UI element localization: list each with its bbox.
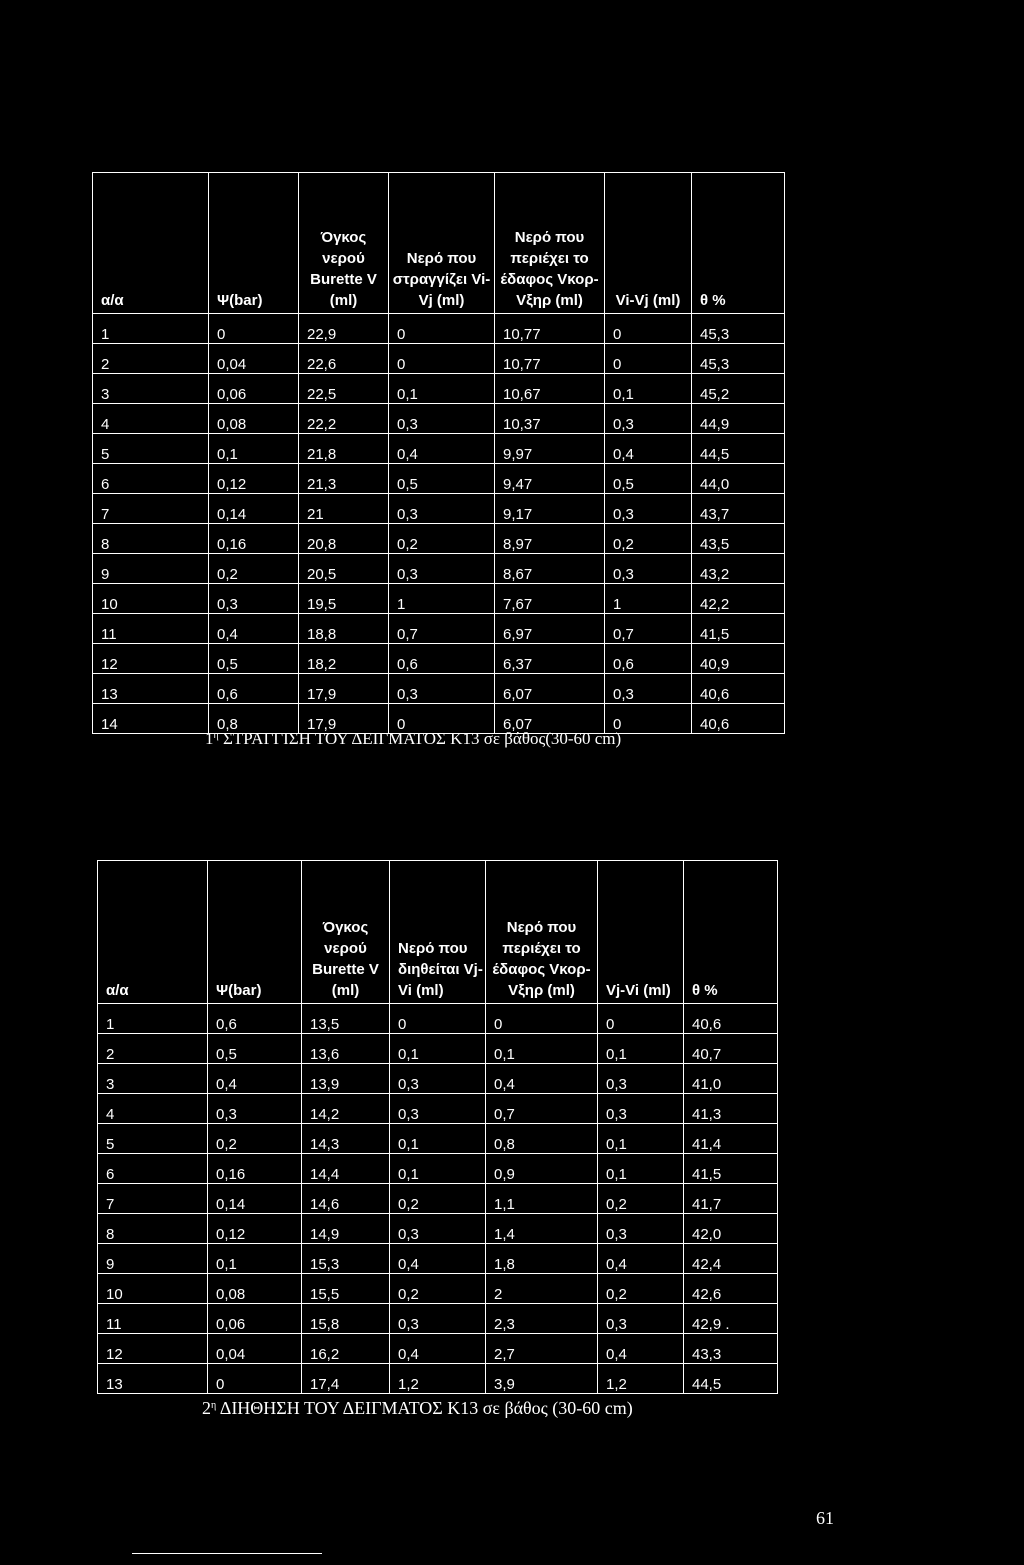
table-cell: 18,2: [299, 644, 389, 674]
table-cell: 15,8: [302, 1304, 390, 1334]
table-cell: 5: [93, 434, 209, 464]
table-cell: 0,16: [209, 524, 299, 554]
table-cell: 0,14: [208, 1184, 302, 1214]
table-cell: 0,7: [486, 1094, 598, 1124]
table-cell: 0,2: [209, 554, 299, 584]
table-cell: 17,9: [299, 704, 389, 734]
table-header-row: [93, 173, 785, 314]
table-cell: 40,7: [684, 1034, 778, 1064]
caption-ordinal: η: [211, 1400, 217, 1411]
table-row: [93, 314, 785, 344]
table-cell: 0,3: [389, 554, 495, 584]
table-cell: 4: [93, 404, 209, 434]
table-cell: 0: [605, 704, 692, 734]
table-cell: 0,3: [605, 674, 692, 704]
header-theta: θ %: [692, 173, 785, 314]
table-cell: 44,5: [684, 1364, 778, 1394]
table-cell: 0,1: [605, 374, 692, 404]
table-cell: 15,5: [302, 1274, 390, 1304]
table-cell: 10: [93, 584, 209, 614]
table-cell: 9,47: [495, 464, 605, 494]
table-cell: 0,4: [390, 1334, 486, 1364]
table-cell: 14,6: [302, 1184, 390, 1214]
table-cell: 6,37: [495, 644, 605, 674]
table-cell: 21,3: [299, 464, 389, 494]
table-cell: 42,4: [684, 1244, 778, 1274]
table-cell: 9: [93, 554, 209, 584]
table-row: [98, 1154, 778, 1184]
table-cell: 0,2: [390, 1274, 486, 1304]
table-cell: 0,5: [208, 1034, 302, 1064]
table-cell: 43,7: [692, 494, 785, 524]
table-cell: 14,4: [302, 1154, 390, 1184]
table-cell: 0,2: [605, 524, 692, 554]
header-theta: θ %: [684, 861, 778, 1004]
header-suction: Ψ(bar): [208, 861, 302, 1004]
table-cell: 2,3: [486, 1304, 598, 1334]
table-cell: 1: [98, 1004, 208, 1034]
table-cell: 1,2: [390, 1364, 486, 1394]
table-cell: 0,3: [390, 1064, 486, 1094]
table-cell: 16,2: [302, 1334, 390, 1364]
table-cell: 0,8: [486, 1124, 598, 1154]
table-cell: 14: [93, 704, 209, 734]
header-drained-water: Νερό που στραγγίζει Vi-Vj (ml): [389, 173, 495, 314]
table-cell: 0,1: [389, 374, 495, 404]
table-cell: 0,8: [209, 704, 299, 734]
table-cell: 0,4: [598, 1244, 684, 1274]
table-cell: 6,07: [495, 674, 605, 704]
table-cell: 14,3: [302, 1124, 390, 1154]
table-cell: 42,2: [692, 584, 785, 614]
table-cell: 0,06: [209, 374, 299, 404]
table-cell: 0,3: [605, 494, 692, 524]
header-infiltrated-water: Νερό που διηθείται Vj-Vi (ml): [390, 861, 486, 1004]
table-cell: 7: [98, 1184, 208, 1214]
table-cell: 0: [390, 1004, 486, 1034]
table-cell: 21: [299, 494, 389, 524]
table-cell: 21,8: [299, 434, 389, 464]
table-cell: 13,5: [302, 1004, 390, 1034]
table-cell: 2: [98, 1034, 208, 1064]
table-cell: 0: [486, 1004, 598, 1034]
table-cell: 13: [93, 674, 209, 704]
table-cell: 0,3: [389, 404, 495, 434]
infiltration-table-body: [98, 1004, 778, 1394]
table-row: [98, 1244, 778, 1274]
table-cell: 0,3: [209, 584, 299, 614]
table-cell: 10,67: [495, 374, 605, 404]
table-cell: 0: [605, 314, 692, 344]
table-cell: 0,3: [208, 1094, 302, 1124]
table-row: [98, 1214, 778, 1244]
table-header-row: [98, 861, 778, 1004]
table-cell: 9,97: [495, 434, 605, 464]
table-row: [93, 674, 785, 704]
header-burette-volume: Όγκος νερού Burette V (ml): [299, 173, 389, 314]
table-cell: 0,4: [605, 434, 692, 464]
table-cell: 18,8: [299, 614, 389, 644]
table-row: [93, 614, 785, 644]
drainage-table-body: [93, 314, 785, 734]
table-row: [93, 344, 785, 374]
drainage-table: [92, 172, 785, 734]
table-cell: 0,7: [605, 614, 692, 644]
table-cell: 1,8: [486, 1244, 598, 1274]
caption-number: 2: [202, 1398, 211, 1418]
table-cell: 20,5: [299, 554, 389, 584]
table-cell: 0,3: [605, 404, 692, 434]
table-cell: 8,97: [495, 524, 605, 554]
table-cell: 45,3: [692, 314, 785, 344]
table-cell: 0,3: [598, 1064, 684, 1094]
table-row: [93, 584, 785, 614]
table-cell: 9: [98, 1244, 208, 1274]
table-cell: 0,12: [208, 1214, 302, 1244]
table-cell: 0,04: [208, 1334, 302, 1364]
table-cell: 15,3: [302, 1244, 390, 1274]
table-cell: 0,2: [208, 1124, 302, 1154]
table-cell: 8,67: [495, 554, 605, 584]
table-cell: 41,0: [684, 1064, 778, 1094]
table-cell: 44,0: [692, 464, 785, 494]
table-cell: 0,2: [598, 1184, 684, 1214]
table-cell: 13,6: [302, 1034, 390, 1064]
table-cell: 0,08: [209, 404, 299, 434]
table-cell: 0,4: [389, 434, 495, 464]
table-row: [93, 374, 785, 404]
table-cell: 0,1: [390, 1124, 486, 1154]
table-cell: 17,4: [302, 1364, 390, 1394]
table-cell: 40,6: [692, 674, 785, 704]
table-cell: 11: [93, 614, 209, 644]
table-row: [93, 464, 785, 494]
table-cell: 40,6: [684, 1004, 778, 1034]
table-cell: 0,3: [605, 554, 692, 584]
table-cell: 1,2: [598, 1364, 684, 1394]
table-cell: 40,6: [692, 704, 785, 734]
header-soil-water: Νερό που περιέχει το έδαφος Vκορ-Vξηρ (ml): [495, 173, 605, 314]
table-cell: 42,6: [684, 1274, 778, 1304]
table-row: [93, 434, 785, 464]
table-row: [98, 1004, 778, 1034]
table-cell: 0,4: [390, 1244, 486, 1274]
header-soil-water: Νερό που περιέχει το έδαφος Vκορ-Vξηρ (ml): [486, 861, 598, 1004]
footer-rule: [132, 1553, 322, 1554]
drainage-table-caption: [205, 729, 621, 749]
header-suction: Ψ(bar): [209, 173, 299, 314]
table-cell: 9,17: [495, 494, 605, 524]
table-cell: 2: [486, 1274, 598, 1304]
table-cell: 43,3: [684, 1334, 778, 1364]
table-row: [93, 644, 785, 674]
table-cell: 0,6: [389, 644, 495, 674]
table-cell: 0: [389, 344, 495, 374]
table-cell: 0,5: [209, 644, 299, 674]
page-number: 61: [816, 1508, 834, 1528]
table-cell: 2: [93, 344, 209, 374]
table-cell: 5: [98, 1124, 208, 1154]
table-row: [98, 1364, 778, 1394]
table-cell: 6: [93, 464, 209, 494]
table-cell: 0: [209, 314, 299, 344]
table-cell: 1: [605, 584, 692, 614]
table-cell: 8: [98, 1214, 208, 1244]
header-index: α/α: [93, 173, 209, 314]
table-cell: 10: [98, 1274, 208, 1304]
table-cell: 0,06: [208, 1304, 302, 1334]
table-cell: 13: [98, 1364, 208, 1394]
table-row: [93, 494, 785, 524]
table-cell: 42,9 .: [684, 1304, 778, 1334]
header-vi-vj: Vi-Vj (ml): [605, 173, 692, 314]
table-cell: 0: [605, 344, 692, 374]
table-row: [98, 1334, 778, 1364]
table-cell: 0,04: [209, 344, 299, 374]
table-cell: 14,9: [302, 1214, 390, 1244]
table-cell: 6: [98, 1154, 208, 1184]
table-cell: 0,1: [209, 434, 299, 464]
header-vj-vi: Vj-Vi (ml): [598, 861, 684, 1004]
table-cell: 0: [389, 704, 495, 734]
table-cell: 22,6: [299, 344, 389, 374]
table-cell: 0,1: [598, 1034, 684, 1064]
table-cell: 17,9: [299, 674, 389, 704]
table-row: [93, 554, 785, 584]
table-cell: 0,2: [389, 524, 495, 554]
table-cell: 3: [98, 1064, 208, 1094]
table-cell: 0,3: [389, 494, 495, 524]
table-cell: 0,6: [605, 644, 692, 674]
table-cell: 0,3: [390, 1094, 486, 1124]
table-cell: 41,5: [684, 1154, 778, 1184]
header-index: α/α: [98, 861, 208, 1004]
table-cell: 0,3: [390, 1304, 486, 1334]
table-cell: 6,07: [495, 704, 605, 734]
table-cell: 1: [389, 584, 495, 614]
table-cell: 7: [93, 494, 209, 524]
table-cell: 22,5: [299, 374, 389, 404]
table-cell: 0,1: [208, 1244, 302, 1274]
table-cell: 8: [93, 524, 209, 554]
table-cell: 1: [93, 314, 209, 344]
table-row: [93, 524, 785, 554]
table-cell: 13,9: [302, 1064, 390, 1094]
table-cell: 42,0: [684, 1214, 778, 1244]
table-cell: 20,8: [299, 524, 389, 554]
table-cell: 0,1: [598, 1124, 684, 1154]
table-row: [98, 1034, 778, 1064]
table-cell: 0,2: [390, 1184, 486, 1214]
table-cell: 22,9: [299, 314, 389, 344]
table-row: [98, 1064, 778, 1094]
table-cell: 0,5: [605, 464, 692, 494]
table-cell: 0,9: [486, 1154, 598, 1184]
table-cell: 0,3: [598, 1214, 684, 1244]
table-cell: 0,4: [208, 1064, 302, 1094]
table-cell: 0,1: [390, 1154, 486, 1184]
table-cell: 43,2: [692, 554, 785, 584]
header-burette-volume: Όγκος νερού Burette V (ml): [302, 861, 390, 1004]
table-cell: 44,5: [692, 434, 785, 464]
table-cell: 0,3: [389, 674, 495, 704]
table-cell: 0,12: [209, 464, 299, 494]
table-cell: 2,7: [486, 1334, 598, 1364]
table-cell: 22,2: [299, 404, 389, 434]
table-cell: 0,3: [598, 1094, 684, 1124]
table-cell: 10,77: [495, 344, 605, 374]
table-cell: 0,3: [598, 1304, 684, 1334]
table-row: [98, 1274, 778, 1304]
table-cell: 7,67: [495, 584, 605, 614]
table-cell: 0,7: [389, 614, 495, 644]
table-cell: 41,3: [684, 1094, 778, 1124]
table-cell: 11: [98, 1304, 208, 1334]
infiltration-table-caption: [202, 1398, 633, 1419]
table-cell: 44,9: [692, 404, 785, 434]
caption-text: ΣΤΡΑΓΓΙΣΗ ΤΟΥ ΔΕΙΓΜΑΤΟΣ Κ13 σε βάθος(30-60 cm): [218, 729, 622, 748]
table-cell: 0,4: [486, 1064, 598, 1094]
table-cell: 40,9: [692, 644, 785, 674]
table-cell: 19,5: [299, 584, 389, 614]
table-row: [98, 1124, 778, 1154]
table-cell: 1,1: [486, 1184, 598, 1214]
caption-text: ΔΙΗΘΗΣΗ ΤΟΥ ΔΕΙΓΜΑΤΟΣ Κ13 σε βάθος (30-60 cm): [216, 1398, 633, 1418]
table-cell: 0,2: [598, 1274, 684, 1304]
table-cell: 0,1: [598, 1154, 684, 1184]
table-cell: 3: [93, 374, 209, 404]
table-cell: 41,4: [684, 1124, 778, 1154]
infiltration-table: [97, 860, 778, 1394]
caption-number: 1: [205, 729, 214, 748]
table-cell: 0,08: [208, 1274, 302, 1304]
table-row: [93, 404, 785, 434]
table-cell: 6,97: [495, 614, 605, 644]
table-cell: 10,37: [495, 404, 605, 434]
table-cell: 0,16: [208, 1154, 302, 1184]
table-cell: 0,1: [390, 1034, 486, 1064]
table-cell: 0: [389, 314, 495, 344]
table-row: [98, 1184, 778, 1214]
table-cell: 0,3: [390, 1214, 486, 1244]
table-cell: 0,4: [598, 1334, 684, 1364]
table-cell: 0,4: [209, 614, 299, 644]
table-cell: 4: [98, 1094, 208, 1124]
table-cell: 12: [93, 644, 209, 674]
table-cell: 0: [598, 1004, 684, 1034]
table-cell: 12: [98, 1334, 208, 1364]
table-cell: 0,6: [208, 1004, 302, 1034]
table-cell: 0,1: [486, 1034, 598, 1064]
table-cell: 10,77: [495, 314, 605, 344]
table-cell: 0,14: [209, 494, 299, 524]
table-cell: 45,2: [692, 374, 785, 404]
table-row: [98, 1304, 778, 1334]
table-cell: 41,5: [692, 614, 785, 644]
table-cell: 0: [208, 1364, 302, 1394]
caption-ordinal: η: [213, 730, 219, 741]
table-cell: 0,6: [209, 674, 299, 704]
table-cell: 14,2: [302, 1094, 390, 1124]
table-cell: 0,5: [389, 464, 495, 494]
table-row: [98, 1094, 778, 1124]
table-cell: 43,5: [692, 524, 785, 554]
table-cell: 1,4: [486, 1214, 598, 1244]
table-cell: 41,7: [684, 1184, 778, 1214]
table-cell: 3,9: [486, 1364, 598, 1394]
table-cell: 45,3: [692, 344, 785, 374]
